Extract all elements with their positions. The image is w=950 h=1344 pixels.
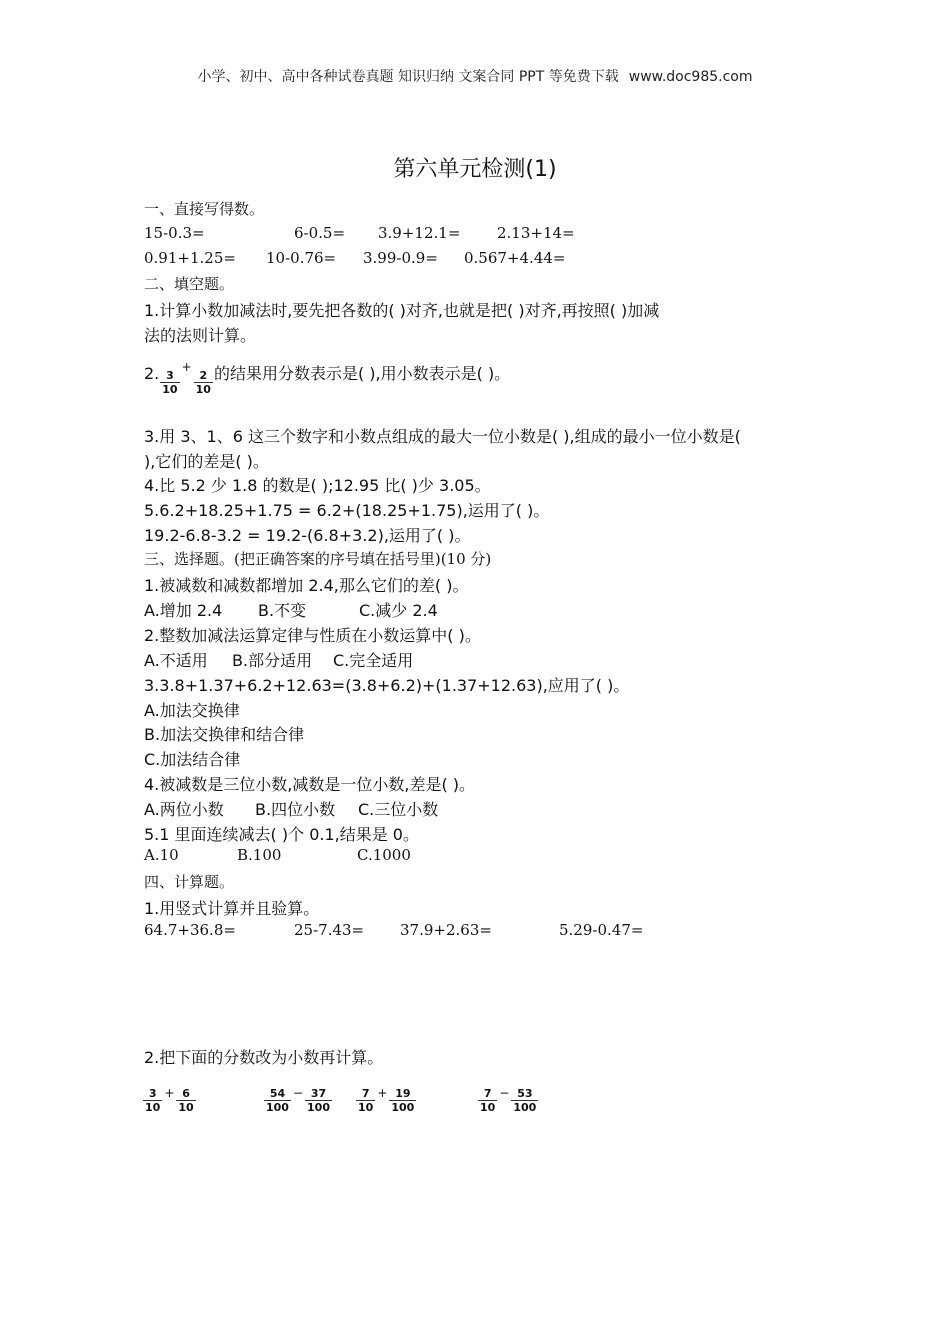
choice-option: A.10 <box>144 846 179 864</box>
fraction-expression: $\frac{3}{10}$ + $\frac{6}{10}$ <box>145 1086 194 1114</box>
choice-option: B.不变 <box>258 601 307 620</box>
choice-option: B.部分适用 <box>232 651 313 670</box>
fraction: $\frac{3}{10}$ <box>162 369 178 396</box>
calc-item: 2.13+14= <box>497 224 575 242</box>
choice-option: C.减少 2.4 <box>359 601 438 620</box>
fraction-expression: $\frac{7}{10}$ − $\frac{53}{100}$ <box>480 1086 537 1114</box>
calc-item: 37.9+2.63= <box>400 921 492 939</box>
calc-item: 10-0.76= <box>266 249 337 267</box>
fraction: $\frac{19}{100}$ <box>391 1087 415 1114</box>
section4-heading: 四、计算题。 <box>144 873 235 891</box>
header-site-link[interactable]: www.doc985.com <box>628 69 753 85</box>
q2-text: 的结果用分数表示是( ),用小数表示是( )。 <box>213 364 511 383</box>
fraction: $\frac{54}{100}$ <box>266 1087 289 1114</box>
section3-heading: 三、选择题。(把正确答案的序号填在括号里)(10 分) <box>144 550 492 568</box>
choice-option: B.四位小数 <box>255 800 336 819</box>
choice-question-4: 4.被减数是三位小数,减数是一位小数,差是( )。 <box>144 775 476 794</box>
page-header <box>0 66 950 86</box>
header-text: 小学、初中、高中各种试卷真题 知识归纳 文案合同 PPT 等免费下载 <box>197 69 619 85</box>
choice-option: C.加法结合律 <box>144 750 241 769</box>
calc-item: 6-0.5= <box>294 224 346 242</box>
fraction: $\frac{3}{10}$ <box>145 1087 161 1114</box>
choice-option: B.100 <box>237 846 282 864</box>
calc-item: 5.29-0.47= <box>559 921 644 939</box>
fraction: $\frac{6}{10}$ <box>178 1087 194 1114</box>
fill-question-4: 4.比 5.2 少 1.8 的数是( );12.95 比( )少 3.05。 <box>144 476 491 495</box>
calc-item: 15-0.3= <box>144 224 205 242</box>
choice-option: A.增加 2.4 <box>144 601 223 620</box>
choice-question-5: 5.1 里面连续减去( )个 0.1,结果是 0。 <box>144 825 419 844</box>
choice-option: A.不适用 <box>144 651 208 670</box>
calc-item: 25-7.43= <box>294 921 365 939</box>
fill-question-5: 5.6.2+18.25+1.75 = 6.2+(18.25+1.75),运用了( )。 <box>144 501 550 520</box>
section2-heading: 二、填空题。 <box>144 275 235 293</box>
choice-option: C.1000 <box>357 846 411 864</box>
fill-question-3-cont: ),它们的差是( )。 <box>144 452 269 471</box>
fraction: $\frac{7}{10}$ <box>480 1087 496 1114</box>
choice-option: A.加法交换律 <box>144 701 240 720</box>
page-title: 第六单元检测(1) <box>393 157 557 182</box>
choice-option: B.加法交换律和结合律 <box>144 725 305 744</box>
fill-question-3: 3.用 3、1、6 这三个数字和小数点组成的最大一位小数是( ),组成的最小一位小数是( <box>144 427 741 446</box>
calc-item: 3.9+12.1= <box>378 224 461 242</box>
fraction: $\frac{37}{100}$ <box>307 1087 330 1114</box>
calc-question-1: 1.用竖式计算并且验算。 <box>144 899 320 918</box>
calc-item: 64.7+36.8= <box>144 921 236 939</box>
fill-question-6: 19.2-6.8-3.2 = 19.2-(6.8+3.2),运用了( )。 <box>144 526 471 545</box>
choice-option: A.两位小数 <box>144 800 224 819</box>
fraction-expression: $\frac{7}{10}$ + $\frac{19}{100}$ <box>358 1086 415 1114</box>
calc-item: 3.99-0.9= <box>363 249 438 267</box>
fraction: $\frac{53}{100}$ <box>513 1087 537 1114</box>
calc-item: 0.91+1.25= <box>144 249 236 267</box>
fraction: $\frac{2}{10}$ <box>195 369 211 396</box>
choice-question-1: 1.被减数和减数都增加 2.4,那么它们的差( )。 <box>144 576 469 595</box>
fill-question-1: 1.计算小数加减法时,要先把各数的( )对齐,也就是把( )对齐,再按照( )加减 <box>144 301 660 320</box>
choice-question-2: 2.整数加减法运算定律与性质在小数运算中( )。 <box>144 626 481 645</box>
fraction-expression: $\frac{54}{100}$ − $\frac{37}{100}$ <box>266 1086 330 1114</box>
fill-question-2: 2. $\frac{3}{10}$ + $\frac{2}{10}$ 的结果用分数表示是( ),用小数表示是( )。 <box>144 360 511 396</box>
fraction: $\frac{7}{10}$ <box>358 1087 374 1114</box>
choice-option: C.完全适用 <box>333 651 414 670</box>
q2-prefix: 2. <box>144 364 160 383</box>
calc-item: 0.567+4.44= <box>464 249 566 267</box>
choice-question-3: 3.3.8+1.37+6.2+12.63=(3.8+6.2)+(1.37+12.63),应用了( )。 <box>144 676 630 695</box>
calc-question-2: 2.把下面的分数改为小数再计算。 <box>144 1048 384 1067</box>
choice-option: C.三位小数 <box>358 800 439 819</box>
section1-heading: 一、直接写得数。 <box>144 200 265 218</box>
fill-question-1-cont: 法的法则计算。 <box>144 326 257 345</box>
